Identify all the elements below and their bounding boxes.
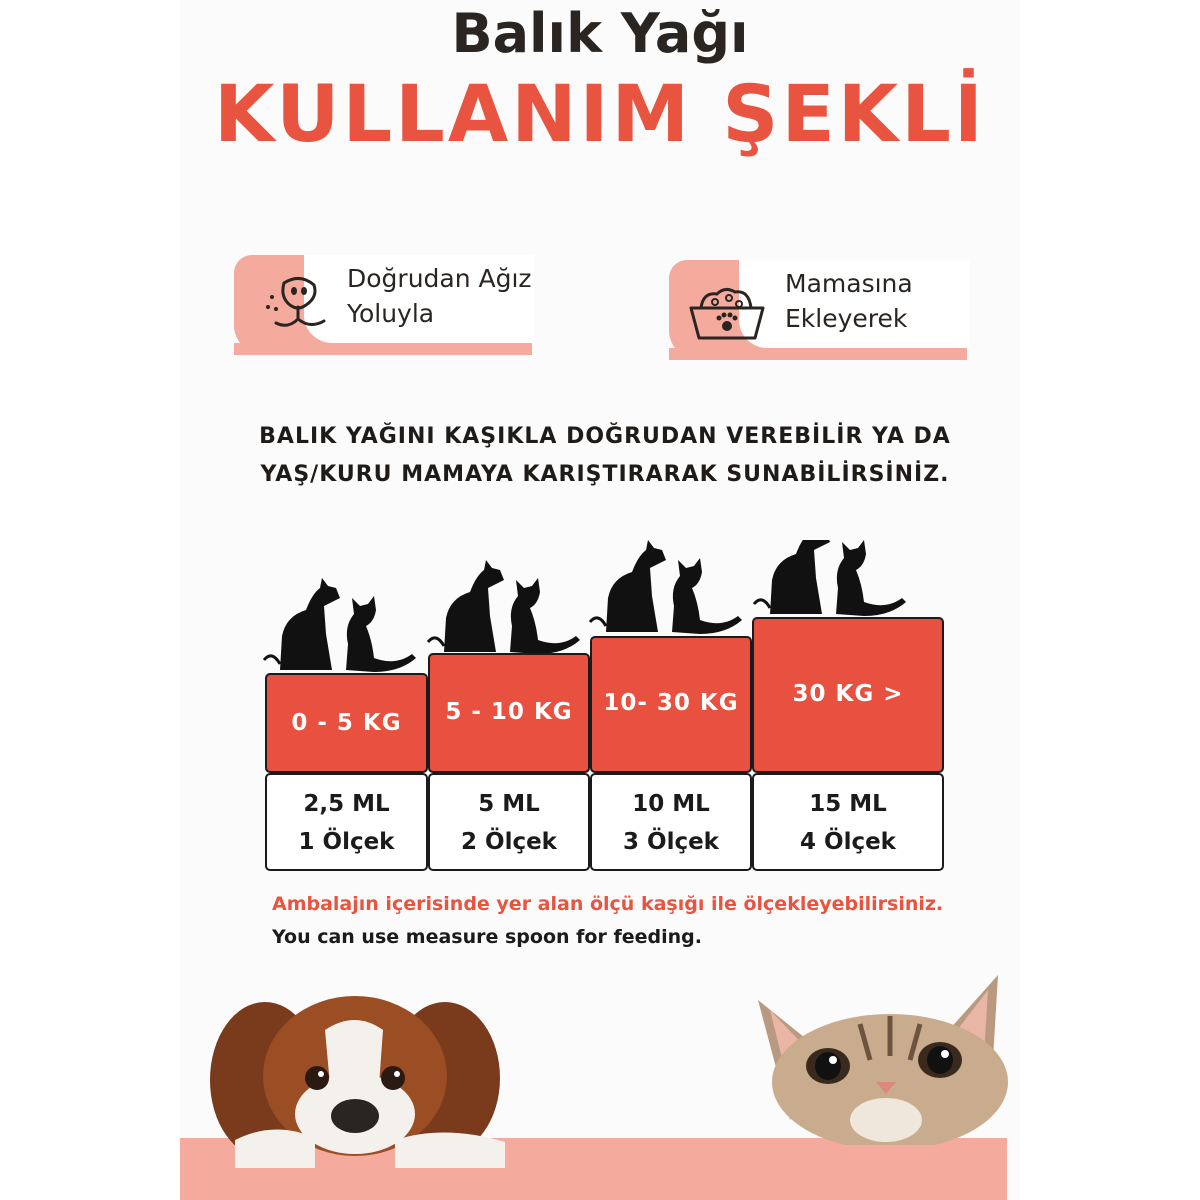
dose-scoops: 2 Ölçek [461, 829, 557, 855]
page-title: KULLANIM ŞEKLİ [214, 70, 986, 160]
measure-note-tr: Ambalajın içerisinde yer alan ölçü kaşığı ile ölçekleyebilirsiniz. [272, 893, 944, 915]
product-name: Balık Yağı [451, 2, 749, 65]
instruction-line-2: YAŞ/KURU MAMAYA KARIŞTIRARAK SUNABİLİRSİNİZ. [260, 462, 950, 487]
dose-cell-4 [752, 773, 944, 871]
cat-photo [750, 970, 1010, 1145]
method-oral-label: Doğrudan Ağız Yoluyla [347, 264, 532, 328]
cat-mouth-icon [258, 275, 338, 335]
dose-amount: 15 ML [809, 791, 887, 817]
method-food [669, 260, 969, 370]
weight-tier-4: 30 KG > [752, 617, 944, 773]
weight-tier-1: 0 - 5 KG [265, 673, 428, 773]
method-food-label: Mamasına Ekleyerek [785, 269, 913, 333]
dose-cell-1 [265, 773, 428, 871]
dog-photo [205, 990, 535, 1170]
food-bowl-icon [687, 282, 767, 342]
dose-cell-3 [590, 773, 752, 871]
weight-tier-2: 5 - 10 KG [428, 653, 590, 773]
method-oral-underline [234, 343, 532, 355]
weight-tier-3: 10- 30 KG [590, 636, 752, 773]
dose-scoops: 3 Ölçek [623, 829, 719, 855]
dose-amount: 10 ML [632, 791, 710, 817]
dose-cell-2 [428, 773, 590, 871]
dose-scoops: 1 Ölçek [298, 829, 395, 855]
dose-amount: 5 ML [478, 791, 540, 817]
measure-note-en: You can use measure spoon for feeding. [272, 926, 702, 948]
dose-amount: 2,5 ML [303, 791, 390, 817]
method-oral [234, 255, 534, 365]
method-food-underline [669, 348, 967, 360]
instruction-line-1: BALIK YAĞINI KAŞIKLA DOĞRUDAN VEREBİLİR YA DA [259, 424, 951, 449]
dose-scoops: 4 Ölçek [800, 829, 896, 855]
